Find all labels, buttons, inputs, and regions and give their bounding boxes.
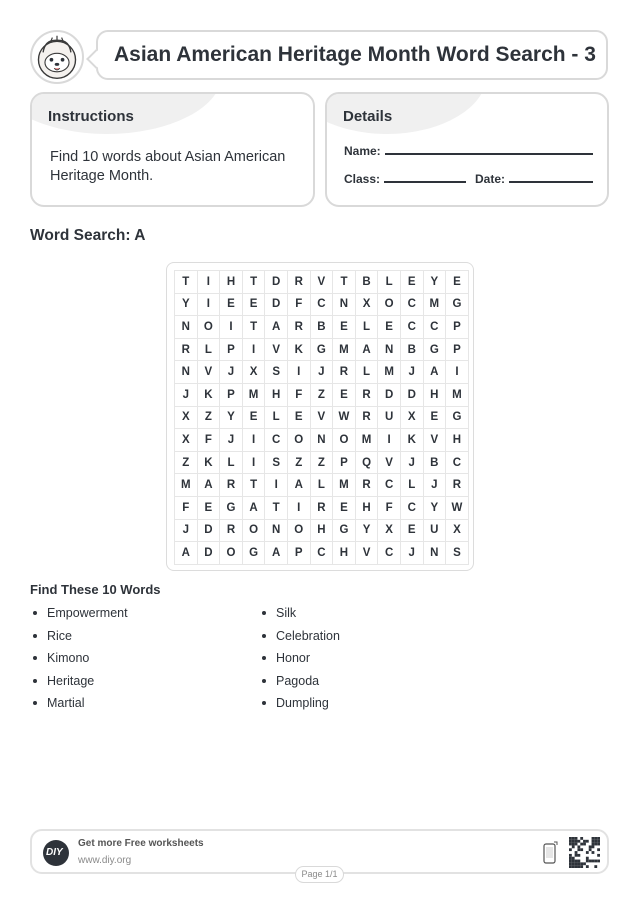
- grid-cell[interactable]: H: [265, 383, 288, 406]
- date-label: Date:: [475, 172, 506, 186]
- grid-cell[interactable]: E: [242, 406, 265, 429]
- grid-row: [175, 542, 469, 565]
- grid-cell[interactable]: V: [378, 451, 401, 474]
- class-label: Class:: [344, 172, 381, 186]
- grid-cell[interactable]: R: [175, 338, 198, 361]
- grid-cell[interactable]: Z: [287, 451, 310, 474]
- grid-cell[interactable]: V: [355, 542, 378, 565]
- grid-cell[interactable]: H: [310, 519, 333, 542]
- details-heading: Details: [343, 108, 393, 125]
- grid-cell[interactable]: C: [400, 316, 423, 339]
- grid-cell[interactable]: A: [355, 338, 378, 361]
- grid-row: [175, 496, 469, 519]
- grid-cell[interactable]: J: [400, 451, 423, 474]
- grid-cell[interactable]: O: [378, 293, 401, 316]
- grid-cell[interactable]: A: [197, 474, 220, 497]
- grid-cell[interactable]: B: [400, 338, 423, 361]
- word-list-item: Pagoda: [259, 672, 340, 695]
- grid-cell[interactable]: X: [175, 406, 198, 429]
- grid-cell[interactable]: D: [400, 383, 423, 406]
- grid-cell[interactable]: A: [265, 542, 288, 565]
- grid-cell[interactable]: G: [446, 406, 469, 429]
- grid-cell[interactable]: J: [175, 383, 198, 406]
- grid-cell[interactable]: Y: [175, 293, 198, 316]
- grid-cell[interactable]: J: [220, 361, 243, 384]
- grid-cell[interactable]: X: [400, 406, 423, 429]
- grid-cell[interactable]: Z: [310, 383, 333, 406]
- grid-cell[interactable]: O: [220, 542, 243, 565]
- word-list-item: Heritage: [30, 672, 128, 695]
- grid-cell[interactable]: E: [220, 293, 243, 316]
- grid-cell[interactable]: K: [197, 383, 220, 406]
- grid-cell[interactable]: J: [175, 519, 198, 542]
- grid-cell[interactable]: R: [355, 383, 378, 406]
- grid-cell[interactable]: N: [175, 361, 198, 384]
- grid-row: [175, 474, 469, 497]
- grid-cell[interactable]: F: [175, 496, 198, 519]
- footer-url-link[interactable]: www.diy.org: [78, 855, 132, 866]
- grid-cell[interactable]: V: [423, 429, 446, 452]
- grid-cell[interactable]: I: [287, 361, 310, 384]
- grid-cell[interactable]: U: [423, 519, 446, 542]
- word-list-item: Dumpling: [259, 694, 340, 717]
- grid-cell[interactable]: E: [333, 496, 356, 519]
- details-card: [325, 92, 609, 207]
- grid-cell[interactable]: I: [242, 451, 265, 474]
- word-search-grid: [174, 270, 469, 565]
- grid-cell[interactable]: X: [242, 361, 265, 384]
- logo-text: DIY: [46, 847, 63, 858]
- grid-row: [175, 293, 469, 316]
- grid-cell[interactable]: O: [333, 429, 356, 452]
- word-search-heading: Word Search: A: [30, 227, 146, 244]
- grid-cell[interactable]: J: [400, 361, 423, 384]
- grid-cell[interactable]: A: [287, 474, 310, 497]
- word-list-heading: Find These 10 Words: [30, 582, 161, 597]
- grid-cell[interactable]: C: [310, 542, 333, 565]
- grid-cell[interactable]: G: [242, 542, 265, 565]
- grid-cell[interactable]: P: [287, 542, 310, 565]
- grid-cell[interactable]: P: [220, 338, 243, 361]
- grid-cell[interactable]: T: [242, 316, 265, 339]
- grid-cell[interactable]: D: [378, 383, 401, 406]
- grid-cell[interactable]: A: [175, 542, 198, 565]
- word-search-grid-container: [166, 262, 474, 571]
- grid-cell[interactable]: D: [265, 293, 288, 316]
- grid-cell[interactable]: K: [197, 451, 220, 474]
- grid-cell[interactable]: H: [355, 496, 378, 519]
- date-field[interactable]: [475, 171, 593, 186]
- grid-cell[interactable]: S: [446, 542, 469, 565]
- grid-cell[interactable]: M: [175, 474, 198, 497]
- grid-cell[interactable]: X: [446, 519, 469, 542]
- grid-row: [175, 451, 469, 474]
- grid-cell[interactable]: N: [333, 293, 356, 316]
- word-list-item: Rice: [30, 627, 128, 650]
- grid-cell[interactable]: N: [310, 429, 333, 452]
- grid-cell[interactable]: J: [310, 361, 333, 384]
- grid-cell[interactable]: H: [423, 383, 446, 406]
- grid-row: [175, 519, 469, 542]
- grid-cell[interactable]: E: [446, 271, 469, 294]
- grid-cell[interactable]: E: [400, 271, 423, 294]
- instructions-heading: Instructions: [48, 108, 134, 125]
- name-field[interactable]: [344, 143, 593, 158]
- grid-cell[interactable]: L: [310, 474, 333, 497]
- grid-cell[interactable]: Y: [220, 406, 243, 429]
- grid-cell[interactable]: I: [265, 474, 288, 497]
- grid-cell[interactable]: E: [242, 293, 265, 316]
- grid-cell[interactable]: F: [378, 496, 401, 519]
- grid-cell[interactable]: L: [355, 361, 378, 384]
- grid-cell[interactable]: R: [446, 474, 469, 497]
- class-field[interactable]: [344, 171, 466, 186]
- grid-cell[interactable]: V: [310, 406, 333, 429]
- grid-cell[interactable]: B: [355, 271, 378, 294]
- footer-promo-text: Get more Free worksheets: [78, 838, 204, 849]
- grid-cell[interactable]: A: [265, 316, 288, 339]
- grid-cell[interactable]: R: [310, 496, 333, 519]
- grid-cell[interactable]: E: [333, 383, 356, 406]
- grid-cell[interactable]: N: [423, 542, 446, 565]
- grid-cell[interactable]: I: [378, 429, 401, 452]
- page-number: Page 1/1: [295, 866, 344, 883]
- grid-cell[interactable]: P: [333, 451, 356, 474]
- word-list-item: Kimono: [30, 649, 128, 672]
- grid-cell[interactable]: G: [446, 293, 469, 316]
- grid-cell[interactable]: D: [265, 271, 288, 294]
- grid-cell[interactable]: E: [287, 406, 310, 429]
- grid-cell[interactable]: M: [446, 383, 469, 406]
- speech-bubble-tail: [86, 49, 106, 69]
- grid-cell[interactable]: E: [333, 316, 356, 339]
- grid-cell[interactable]: I: [197, 271, 220, 294]
- grid-cell[interactable]: M: [423, 293, 446, 316]
- grid-cell[interactable]: M: [333, 474, 356, 497]
- grid-cell[interactable]: E: [423, 406, 446, 429]
- grid-cell[interactable]: Q: [355, 451, 378, 474]
- grid-cell[interactable]: X: [378, 519, 401, 542]
- grid-row: [175, 383, 469, 406]
- grid-cell[interactable]: Y: [355, 519, 378, 542]
- word-list-item: Empowerment: [30, 604, 128, 627]
- grid-cell[interactable]: D: [197, 519, 220, 542]
- grid-cell[interactable]: H: [333, 542, 356, 565]
- grid-cell[interactable]: I: [287, 496, 310, 519]
- grid-cell[interactable]: O: [287, 429, 310, 452]
- grid-cell[interactable]: N: [175, 316, 198, 339]
- grid-cell[interactable]: E: [197, 496, 220, 519]
- word-list-item: Silk: [259, 604, 340, 627]
- word-list-left: [30, 604, 128, 717]
- grid-cell[interactable]: O: [287, 519, 310, 542]
- class-line[interactable]: [384, 171, 466, 183]
- qr-code-icon: [569, 837, 600, 868]
- grid-cell[interactable]: O: [197, 316, 220, 339]
- instructions-card: [30, 92, 315, 207]
- grid-row: [175, 271, 469, 294]
- name-line[interactable]: [385, 143, 593, 155]
- grid-cell[interactable]: N: [378, 338, 401, 361]
- grid-cell[interactable]: S: [265, 451, 288, 474]
- diy-logo[interactable]: [43, 840, 69, 866]
- grid-cell[interactable]: E: [378, 316, 401, 339]
- title-box: [96, 30, 608, 80]
- grid-cell[interactable]: Y: [423, 271, 446, 294]
- word-list-right: [259, 604, 340, 717]
- grid-cell[interactable]: T: [333, 271, 356, 294]
- grid-cell[interactable]: T: [242, 271, 265, 294]
- grid-cell[interactable]: U: [378, 406, 401, 429]
- grid-cell[interactable]: I: [446, 361, 469, 384]
- grid-cell[interactable]: F: [197, 429, 220, 452]
- grid-row: [175, 361, 469, 384]
- grid-cell[interactable]: K: [287, 338, 310, 361]
- date-line[interactable]: [509, 171, 593, 183]
- instructions-text: Find 10 words about Asian American Heritage Month.: [50, 149, 286, 184]
- grid-cell[interactable]: N: [265, 519, 288, 542]
- grid-cell[interactable]: L: [400, 474, 423, 497]
- grid-cell[interactable]: T: [242, 474, 265, 497]
- grid-cell[interactable]: I: [242, 338, 265, 361]
- word-list-item: Honor: [259, 649, 340, 672]
- grid-cell[interactable]: G: [310, 338, 333, 361]
- grid-row: [175, 406, 469, 429]
- grid-cell[interactable]: A: [423, 361, 446, 384]
- grid-cell[interactable]: C: [265, 429, 288, 452]
- grid-cell[interactable]: M: [378, 361, 401, 384]
- grid-cell[interactable]: R: [220, 519, 243, 542]
- grid-cell[interactable]: G: [423, 338, 446, 361]
- grid-cell[interactable]: G: [220, 496, 243, 519]
- grid-cell[interactable]: R: [287, 271, 310, 294]
- grid-cell[interactable]: H: [446, 429, 469, 452]
- page-title: Asian American Heritage Month Word Search - 3: [114, 43, 596, 66]
- grid-cell[interactable]: I: [242, 429, 265, 452]
- word-list-item: Celebration: [259, 627, 340, 650]
- grid-cell[interactable]: P: [220, 383, 243, 406]
- grid-cell[interactable]: J: [400, 542, 423, 565]
- grid-cell[interactable]: D: [197, 542, 220, 565]
- grid-cell[interactable]: E: [400, 519, 423, 542]
- grid-cell[interactable]: W: [333, 406, 356, 429]
- grid-cell[interactable]: L: [197, 338, 220, 361]
- grid-cell[interactable]: F: [287, 293, 310, 316]
- grid-cell[interactable]: M: [355, 429, 378, 452]
- grid-cell[interactable]: C: [378, 542, 401, 565]
- grid-cell[interactable]: F: [287, 383, 310, 406]
- grid-cell[interactable]: W: [446, 496, 469, 519]
- grid-cell[interactable]: C: [423, 316, 446, 339]
- grid-cell[interactable]: R: [220, 474, 243, 497]
- grid-cell[interactable]: L: [378, 271, 401, 294]
- grid-cell[interactable]: P: [446, 338, 469, 361]
- grid-cell[interactable]: B: [310, 316, 333, 339]
- word-list-item: Martial: [30, 694, 128, 717]
- grid-cell[interactable]: X: [175, 429, 198, 452]
- grid-cell[interactable]: R: [287, 316, 310, 339]
- grid-cell[interactable]: T: [265, 496, 288, 519]
- grid-row: [175, 316, 469, 339]
- grid-cell[interactable]: I: [220, 316, 243, 339]
- grid-cell[interactable]: C: [310, 293, 333, 316]
- grid-cell[interactable]: T: [175, 271, 198, 294]
- grid-cell[interactable]: Z: [197, 406, 220, 429]
- grid-cell[interactable]: H: [220, 271, 243, 294]
- grid-cell[interactable]: K: [400, 429, 423, 452]
- grid-cell[interactable]: Y: [423, 496, 446, 519]
- grid-cell[interactable]: L: [265, 406, 288, 429]
- grid-cell[interactable]: Z: [175, 451, 198, 474]
- grid-cell[interactable]: R: [333, 361, 356, 384]
- grid-row: [175, 338, 469, 361]
- grid-cell[interactable]: M: [333, 338, 356, 361]
- name-label: Name:: [344, 144, 381, 158]
- grid-cell[interactable]: V: [265, 338, 288, 361]
- grid-cell[interactable]: P: [446, 316, 469, 339]
- grid-cell[interactable]: C: [400, 496, 423, 519]
- grid-cell[interactable]: O: [242, 519, 265, 542]
- phone-scan-icon: [543, 841, 558, 865]
- grid-cell[interactable]: B: [423, 451, 446, 474]
- grid-cell[interactable]: R: [355, 474, 378, 497]
- grid-row: [175, 429, 469, 452]
- grid-cell[interactable]: V: [310, 271, 333, 294]
- grid-cell[interactable]: X: [355, 293, 378, 316]
- grid-cell[interactable]: J: [423, 474, 446, 497]
- grid-cell[interactable]: C: [400, 293, 423, 316]
- grid-cell[interactable]: C: [446, 451, 469, 474]
- grid-cell[interactable]: J: [220, 429, 243, 452]
- grid-cell[interactable]: M: [242, 383, 265, 406]
- grid-cell[interactable]: C: [378, 474, 401, 497]
- grid-cell[interactable]: V: [197, 361, 220, 384]
- grid-cell[interactable]: A: [242, 496, 265, 519]
- sloth-mascot-icon: [30, 30, 84, 84]
- grid-cell[interactable]: L: [355, 316, 378, 339]
- grid-cell[interactable]: Z: [310, 451, 333, 474]
- grid-cell[interactable]: I: [197, 293, 220, 316]
- grid-cell[interactable]: S: [265, 361, 288, 384]
- grid-cell[interactable]: G: [333, 519, 356, 542]
- grid-cell[interactable]: R: [355, 406, 378, 429]
- grid-cell[interactable]: L: [220, 451, 243, 474]
